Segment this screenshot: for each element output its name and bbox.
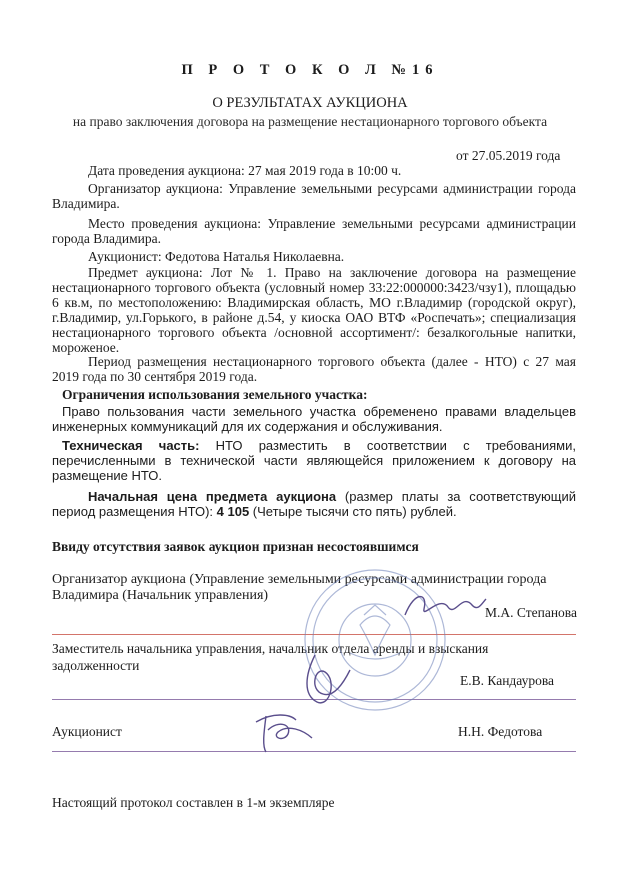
organizer-signatory-name: М.А. Степанова [485, 605, 577, 620]
price-text-1: (размер платы за соответствующий период размещения НТО): [52, 489, 576, 519]
technical-part [52, 438, 576, 483]
placement-period: Период размещения нестационарного торгового объекта (далее - НТО) с 27 мая 2019 года по 30 сентября 2019 года. [52, 354, 576, 384]
restrictions-heading [52, 387, 576, 402]
technical-label: Техническая часть: [62, 438, 200, 453]
document-title: П Р О Т О К О Л №16 [181, 62, 439, 78]
price-label: Начальная цена предмета аукциона [88, 489, 337, 504]
deputy-signatory: Заместитель начальника управления, начальник отдела аренды и взыскания задолженности [52, 641, 489, 673]
auction-organizer: Организатор аукциона: Управление земельными ресурсами администрации города Владимира. [52, 181, 576, 211]
organizer-signature [400, 585, 490, 625]
deputy-signatory-name: Е.В. Кандаурова [460, 673, 555, 688]
auction-place: Место проведения аукциона: Управление земельными ресурсами администрации города Владимира. [52, 216, 576, 246]
document-date: от 27.05.2019 года [456, 148, 561, 163]
technical-text: НТО разместить в соответствии с требованиями, перечисленными в технической части являющейся приложением к договору на размещение НТО. [52, 438, 576, 483]
organizer-signatory: Организатор аукциона (Управление земельными ресурсами администрации города Владимира (Начальник управления) [52, 572, 547, 603]
copies-note: Настоящий протокол составлен в 1-м экземпляре [52, 795, 335, 810]
price-value: 4 105 [216, 504, 250, 519]
price-text-2: (Четыре тысячи сто пять) рублей. [249, 504, 457, 519]
auction-subject: Предмет аукциона: Лот № 1. Право на заключение договора на размещение нестационарного торгового объекта (условный номер 33:22:000000:3423/чзу1), площадью 6 кв.м, по местоположению: Владимирская область, МО г.Владимир (городской округ), г.Владимир, ул.Горького, в районе д.54, у киоска ОАО ВТФ «Роспечать»; специализация нестационарного торгового объекта /основной ассортимент/: безалкогольные напитки, мороженое. [52, 265, 576, 355]
document-subject: на право заключения договора на размещение нестационарного торгового объекта [72, 114, 548, 129]
auction-date: Дата проведения аукциона: 27 мая 2019 года в 10:00 ч. [88, 163, 402, 178]
deputy-signature [295, 650, 355, 708]
auctioneer-name: Н.Н. Федотова [458, 724, 543, 739]
restrictions-label: Ограничения использования земельного участка: [62, 387, 368, 402]
restrictions-text: Право пользования части земельного участка обременено правами владельцев инженерных коммуникаций для их содержания и обслуживания. [52, 404, 576, 434]
starting-price [52, 489, 576, 519]
auctioneer-signature [248, 708, 318, 756]
document-subtitle: О РЕЗУЛЬТАТАХ АУКЦИОНА [212, 95, 408, 111]
auctioneer: Аукционист: Федотова Наталья Николаевна. [88, 249, 345, 264]
auction-conclusion: Ввиду отсутствия заявок аукцион признан несостоявшимся [52, 539, 419, 554]
auctioneer-label: Аукционист [52, 724, 122, 739]
